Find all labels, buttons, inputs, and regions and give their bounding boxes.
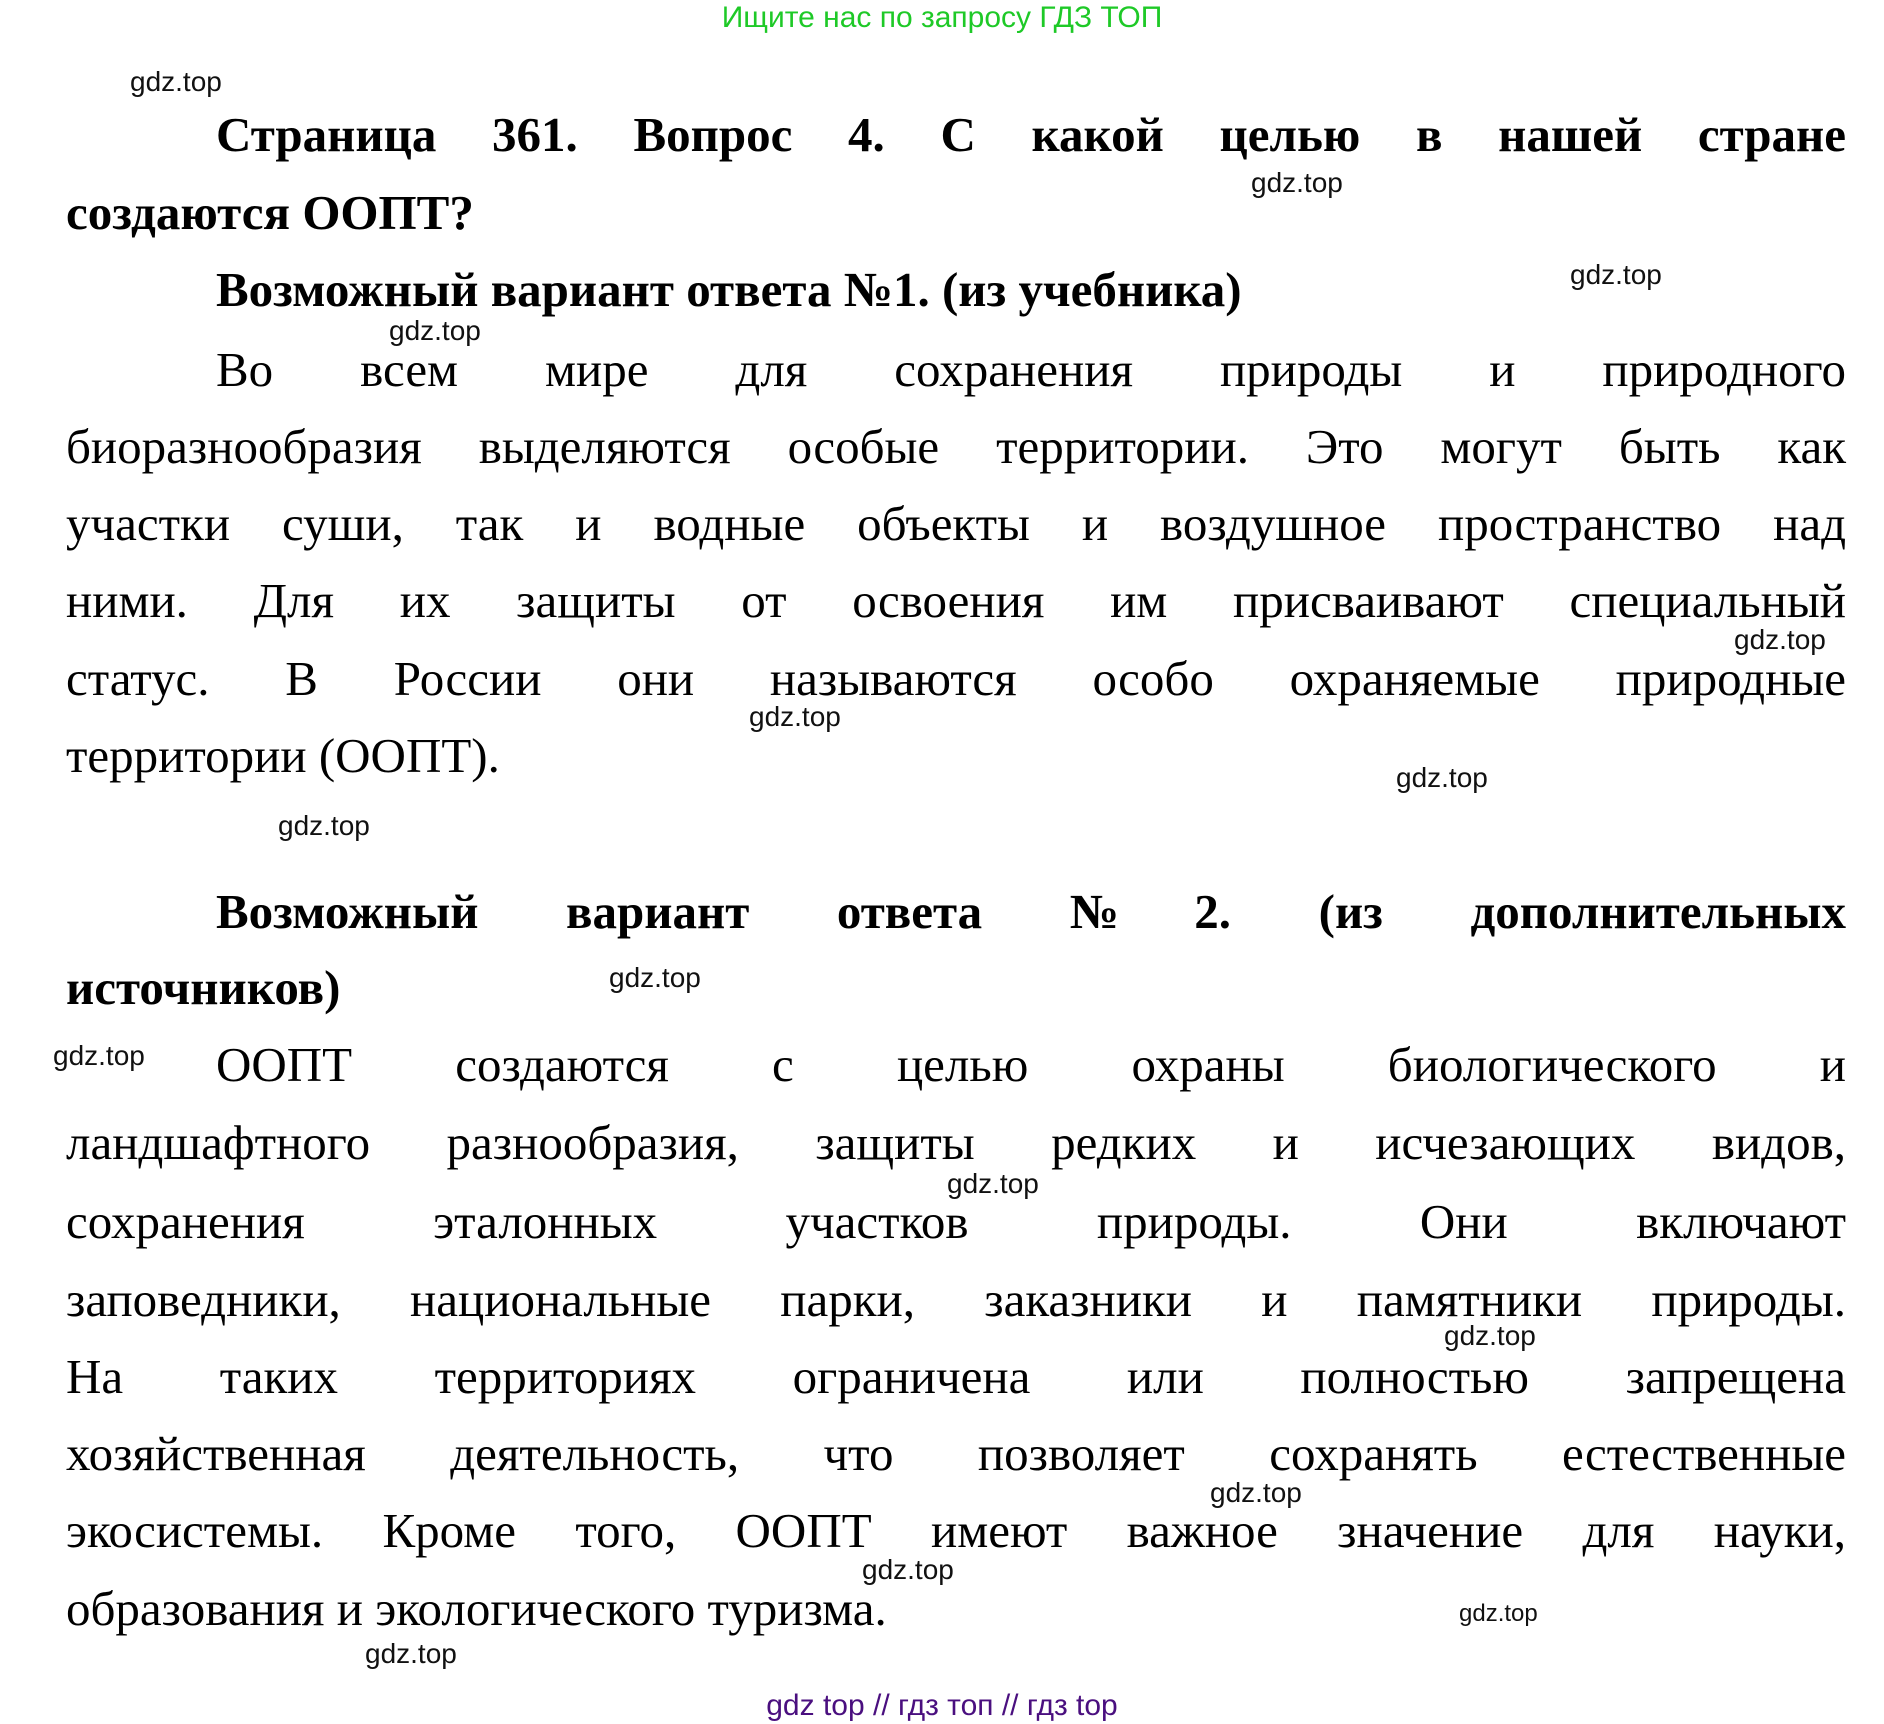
answer2-text-line: хозяйственная деятельность, что позволяет сохранять естественные — [66, 1426, 1846, 1481]
watermark: gdz.top — [947, 1168, 1039, 1199]
answer1-text-line: ними. Для их защиты от освоения им присваивают специальный — [66, 573, 1846, 628]
watermark: gdz.top — [1570, 259, 1662, 290]
watermark: gdz.top — [278, 810, 370, 841]
watermark: gdz.top — [749, 701, 841, 732]
watermark: gdz.top — [1396, 762, 1488, 793]
answer1-text-line: биоразнообразия выделяются особые территории. Это могут быть как — [66, 419, 1846, 474]
watermark: gdz.top — [389, 315, 481, 346]
watermark: gdz.top — [53, 1040, 145, 1071]
watermark: gdz.top — [1251, 167, 1343, 198]
answer2-text-line: экосистемы. Кроме того, ООПТ имеют важное значение для науки, — [66, 1503, 1846, 1558]
watermark: gdz.top — [862, 1554, 954, 1585]
watermark: gdz.top — [365, 1638, 457, 1669]
answer2-text-line: На таких территориях ограничена или полностью запрещена — [66, 1349, 1846, 1404]
question-title: Страница 361. Вопрос 4. С какой целью в нашей стране — [216, 107, 1846, 162]
top-search-banner: Ищите нас по запросу ГДЗ ТОП — [721, 1, 1163, 34]
question-title-continued: создаются ООПТ? — [66, 185, 474, 240]
answer1-text-line: Во всем мире для сохранения природы и природного — [216, 342, 1846, 397]
watermark: gdz.top — [130, 66, 222, 97]
answer1-text-line: территории (ООПТ). — [66, 728, 500, 783]
footer-banner: gdz top // гдз топ // гдз top — [766, 1689, 1118, 1722]
answer2-text-line: заповедники, национальные парки, заказники и памятники природы. — [66, 1272, 1846, 1327]
watermark: gdz.top — [609, 962, 701, 993]
watermark: gdz.top — [1734, 624, 1826, 655]
watermark: gdz.top — [1210, 1477, 1302, 1508]
answer2-heading: Возможный вариант ответа №2. (из дополнительных — [216, 884, 1846, 939]
answer1-text-line: участки суши, так и водные объекты и воздушное пространство над — [66, 496, 1846, 551]
answer2-text-line: сохранения эталонных участков природы. Они включают — [66, 1194, 1846, 1249]
watermark: gdz.top — [1444, 1320, 1536, 1351]
answer2-text-line: ландшафтного разнообразия, защиты редких и исчезающих видов, — [66, 1115, 1846, 1170]
answer1-heading: Возможный вариант ответа №1. (из учебника) — [216, 262, 1242, 317]
watermark: gdz.top — [1459, 1600, 1538, 1627]
answer2-heading-continued: источников) — [66, 960, 341, 1015]
answer2-text-line: образования и экологического туризма. — [66, 1581, 887, 1636]
answer1-text-line: статус. В России они называются особо охраняемые природные — [66, 651, 1846, 706]
answer2-text-line: ООПТ создаются с целью охраны биологического и — [216, 1037, 1846, 1092]
